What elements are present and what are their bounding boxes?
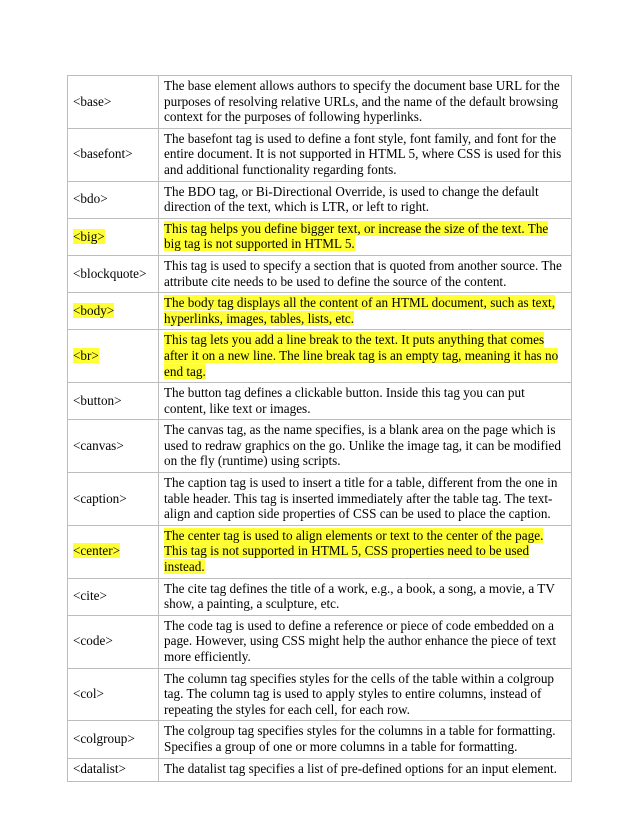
description-cell: [159, 330, 572, 383]
tag-name: <blockquote>: [73, 265, 147, 281]
description-cell: [159, 615, 572, 668]
tag-cell: [68, 218, 159, 255]
tag-cell: [68, 383, 159, 420]
description-cell: [159, 758, 572, 781]
tag-name: <caption>: [73, 490, 127, 506]
tag-description: The cite tag defines the title of a work, e.g., a book, a song, a movie, a TV show, a painting, a sculpture, etc.: [164, 580, 555, 612]
table-row: [68, 218, 572, 255]
tag-name: <button>: [73, 392, 122, 408]
tag-cell: [68, 758, 159, 781]
description-cell: [159, 668, 572, 721]
tag-description: The button tag defines a clickable button. Inside this tag you can put content, like text or images.: [164, 385, 525, 416]
tag-description: The base element allows authors to specify the document base URL for the purposes of resolving relative URLs, and the name of the default browsing context for the purposes of following hyperlinks.: [164, 78, 560, 125]
description-cell: [159, 721, 572, 758]
tag-description: The center tag is used to align elements or text to the center of the page. This tag is not supported in HTML 5, CSS properties need to be used instead.: [164, 527, 544, 575]
tag-name: <center>: [73, 543, 121, 559]
description-cell: [159, 128, 572, 181]
description-cell: [159, 420, 572, 473]
description-cell: [159, 255, 572, 292]
table-row: [68, 721, 572, 758]
table-row: [68, 420, 572, 473]
description-cell: [159, 218, 572, 255]
tag-description: This tag helps you define bigger text, or increase the size of the text. The big tag is not supported in HTML 5.: [164, 220, 549, 252]
tag-cell: [68, 578, 159, 615]
description-cell: [159, 181, 572, 218]
tag-cell: [68, 76, 159, 129]
tag-description: The code tag is used to define a reference or piece of code embedded on a page. However, using CSS might help the author enhance the piece of text more efficiently.: [164, 617, 557, 664]
table-row: [68, 758, 572, 781]
table-body: [68, 76, 572, 782]
table-row: [68, 255, 572, 292]
tag-cell: [68, 330, 159, 383]
tag-cell: [68, 525, 159, 578]
tag-name: <base>: [73, 93, 112, 109]
tag-description: The BDO tag, or Bi-Directional Override, is used to change the default direction of the text, which is LTR, or left to right.: [164, 183, 539, 215]
tag-description: The column tag specifies styles for the cells of the table within a colgroup tag. The column tag is used to apply styles to entire columns, instead of repeating the styles for each cell, for each row.: [164, 670, 555, 717]
tag-cell: [68, 668, 159, 721]
table-row: [68, 383, 572, 420]
tag-description: The body tag displays all the content of an HTML document, such as text, hyperlinks, images, tables, lists, etc.: [164, 295, 556, 326]
description-cell: [159, 578, 572, 615]
table-row: [68, 128, 572, 181]
tag-name: <colgroup>: [73, 731, 135, 747]
tag-name: <basefont>: [73, 146, 133, 162]
tag-name: <col>: [73, 686, 104, 702]
tag-description: The canvas tag, as the name specifies, is a blank area on the page which is used to redraw graphics on the go. Unlike the image tag, it can be modified on the fly (runtime) using scripts.: [164, 422, 561, 469]
table-row: [68, 76, 572, 129]
tag-name: <br>: [73, 347, 99, 363]
table-row: [68, 578, 572, 615]
tag-cell: [68, 721, 159, 758]
tag-description: The colgroup tag specifies styles for the columns in a table for formatting. Specifies a group of one or more columns in a table for formatting.: [164, 723, 556, 754]
html-tags-table: [67, 75, 572, 782]
tag-cell: [68, 420, 159, 473]
table-row: [68, 293, 572, 330]
tag-name: <bdo>: [73, 191, 108, 207]
tag-description: This tag is used to specify a section that is quoted from another source. The attribute cite needs to be used to define the source of the content.: [164, 257, 562, 289]
table-row: [68, 668, 572, 721]
tag-description: This tag lets you add a line break to the text. It puts anything that comes after it on a new line. The line break tag is an empty tag, meaning it has no end tag.: [164, 332, 559, 379]
description-cell: [159, 293, 572, 330]
tag-cell: [68, 473, 159, 526]
table-row: [68, 330, 572, 383]
table-row: [68, 615, 572, 668]
tag-cell: [68, 293, 159, 330]
tag-name: <canvas>: [73, 437, 124, 453]
table-row: [68, 181, 572, 218]
tag-name: <datalist>: [73, 761, 126, 777]
tag-name: <body>: [73, 302, 115, 318]
tag-cell: [68, 128, 159, 181]
description-cell: [159, 383, 572, 420]
table-row: [68, 473, 572, 526]
tag-cell: [68, 181, 159, 218]
tag-description: The datalist tag specifies a list of pre-defined options for an input element.: [164, 761, 557, 777]
tag-cell: [68, 255, 159, 292]
tag-description: The basefont tag is used to define a font style, font family, and font for the entire document. It is not supported in HTML 5, where CSS is used for this and additional functionality regarding fonts.: [164, 130, 562, 177]
description-cell: [159, 76, 572, 129]
tag-description: The caption tag is used to insert a title for a table, different from the one in table header. This tag is inserted immediately after the table tag. The text-align and caption side properties of CSS can be used to place the caption.: [164, 475, 558, 522]
tag-name: <code>: [73, 633, 113, 649]
tag-cell: [68, 615, 159, 668]
description-cell: [159, 473, 572, 526]
tag-name: <cite>: [73, 588, 107, 604]
description-cell: [159, 525, 572, 578]
table-row: [68, 525, 572, 578]
tag-name: <big>: [73, 228, 105, 244]
